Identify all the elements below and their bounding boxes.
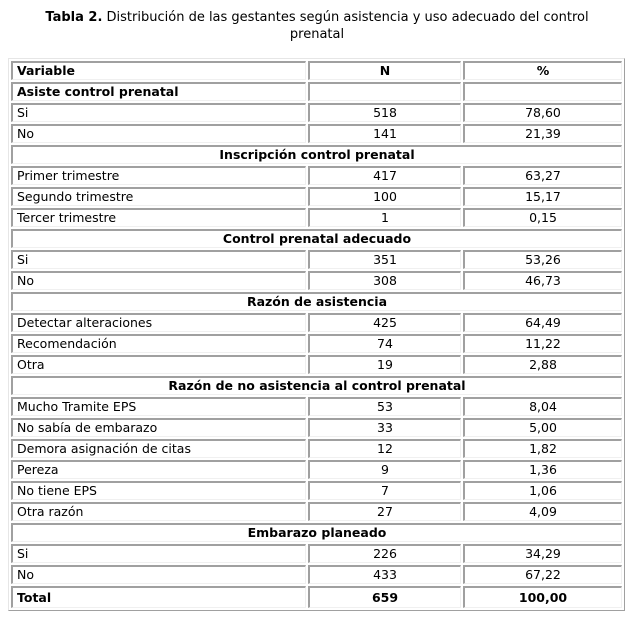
- row-n: 351: [308, 250, 461, 269]
- row-percent: 46,73: [463, 271, 622, 290]
- table-row: [11, 397, 622, 416]
- section-row-asiste: [11, 82, 622, 101]
- row-label: Demora asignación de citas: [11, 439, 306, 458]
- section-title: Inscripción control prenatal: [11, 145, 622, 164]
- total-label: Total: [11, 586, 306, 608]
- row-n: 19: [308, 355, 461, 374]
- header-variable: Variable: [11, 61, 306, 80]
- row-percent: 0,15: [463, 208, 622, 227]
- row-percent: 67,22: [463, 565, 622, 584]
- row-label: No: [11, 565, 306, 584]
- section-row: [11, 376, 622, 395]
- section-title: Embarazo planeado: [11, 523, 622, 542]
- row-n: 53: [308, 397, 461, 416]
- row-n: 1: [308, 208, 461, 227]
- header-n: N: [308, 61, 461, 80]
- section-title: Razón de no asistencia al control prenatal: [11, 376, 622, 395]
- table-row: [11, 313, 622, 332]
- caption-label: Tabla 2.: [45, 10, 103, 25]
- table-row: [11, 124, 622, 143]
- total-row: [11, 586, 622, 608]
- row-n: 141: [308, 124, 461, 143]
- row-label: Recomendación: [11, 334, 306, 353]
- table-row: [11, 418, 622, 437]
- row-label: No: [11, 124, 306, 143]
- total-n: 659: [308, 586, 461, 608]
- row-percent: 2,88: [463, 355, 622, 374]
- row-n: 417: [308, 166, 461, 185]
- row-percent: 11,22: [463, 334, 622, 353]
- row-n: 33: [308, 418, 461, 437]
- row-label: Tercer trimestre: [11, 208, 306, 227]
- table-row: [11, 208, 622, 227]
- header-percent: %: [463, 61, 622, 80]
- table-row: [11, 544, 622, 563]
- row-percent: 5,00: [463, 418, 622, 437]
- row-percent: 64,49: [463, 313, 622, 332]
- table-row: [11, 565, 622, 584]
- row-label: Otra: [11, 355, 306, 374]
- row-label: No tiene EPS: [11, 481, 306, 500]
- row-percent: 34,29: [463, 544, 622, 563]
- table-row: [11, 334, 622, 353]
- row-label: Otra razón: [11, 502, 306, 521]
- row-percent: 21,39: [463, 124, 622, 143]
- table-row: [11, 481, 622, 500]
- row-percent: 8,04: [463, 397, 622, 416]
- table-row: [11, 166, 622, 185]
- row-label: Detectar alteraciones: [11, 313, 306, 332]
- section-title: Razón de asistencia: [11, 292, 622, 311]
- table-row: [11, 460, 622, 479]
- row-label: Si: [11, 250, 306, 269]
- section-row: [11, 523, 622, 542]
- row-percent: 78,60: [463, 103, 622, 122]
- row-label: Mucho Tramite EPS: [11, 397, 306, 416]
- section-title: Control prenatal adecuado: [11, 229, 622, 248]
- row-percent: 53,26: [463, 250, 622, 269]
- table-body: [11, 61, 622, 608]
- row-n: 74: [308, 334, 461, 353]
- table-row: [11, 187, 622, 206]
- row-percent: 4,09: [463, 502, 622, 521]
- row-n: 308: [308, 271, 461, 290]
- row-n: 518: [308, 103, 461, 122]
- row-percent: 1,06: [463, 481, 622, 500]
- section-row: [11, 145, 622, 164]
- row-n: 7: [308, 481, 461, 500]
- row-n: 27: [308, 502, 461, 521]
- empty-cell: [308, 82, 461, 101]
- empty-cell: [463, 82, 622, 101]
- row-label: Segundo trimestre: [11, 187, 306, 206]
- distribution-table: [8, 58, 625, 611]
- table-row: [11, 502, 622, 521]
- row-n: 12: [308, 439, 461, 458]
- table-caption: [0, 0, 634, 48]
- table-row: [11, 439, 622, 458]
- row-label: Si: [11, 544, 306, 563]
- table-row: [11, 271, 622, 290]
- row-percent: 1,82: [463, 439, 622, 458]
- caption-text: Distribución de las gestantes según asistencia y uso adecuado del control prenatal: [102, 10, 589, 42]
- row-label: Primer trimestre: [11, 166, 306, 185]
- row-label: Si: [11, 103, 306, 122]
- row-n: 100: [308, 187, 461, 206]
- row-label: Pereza: [11, 460, 306, 479]
- header-row: [11, 61, 622, 80]
- section-row: [11, 292, 622, 311]
- section-title: Asiste control prenatal: [11, 82, 306, 101]
- total-percent: 100,00: [463, 586, 622, 608]
- row-percent: 1,36: [463, 460, 622, 479]
- row-n: 425: [308, 313, 461, 332]
- row-n: 9: [308, 460, 461, 479]
- row-n: 433: [308, 565, 461, 584]
- row-n: 226: [308, 544, 461, 563]
- table-row: [11, 355, 622, 374]
- table-row: [11, 250, 622, 269]
- row-percent: 63,27: [463, 166, 622, 185]
- row-label: No: [11, 271, 306, 290]
- table-row: [11, 103, 622, 122]
- section-row: [11, 229, 622, 248]
- row-label: No sabía de embarazo: [11, 418, 306, 437]
- row-percent: 15,17: [463, 187, 622, 206]
